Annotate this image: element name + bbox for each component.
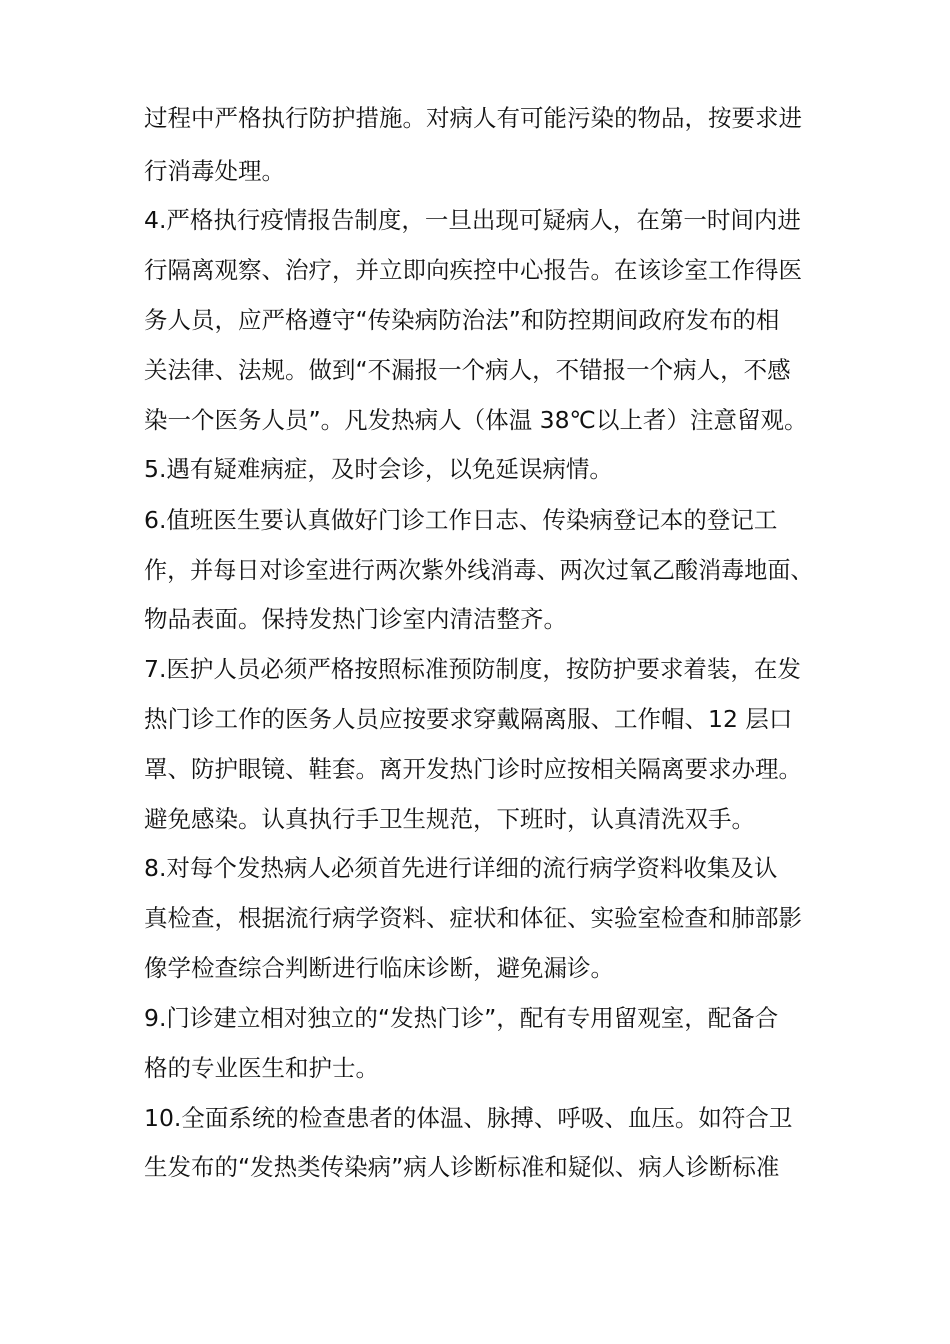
text-line: 行隔离观察、治疗，并立即向疾控中心报告。在该诊室工作得医	[144, 256, 802, 284]
text-line: 7.医护人员必须严格按照标准预防制度，按防护要求着装，在发	[144, 655, 801, 683]
text-line: 5.遇有疑难病症，及时会诊，以免延误病情。	[144, 455, 613, 483]
text-line: 染一个医务人员”。凡发热病人（体温 38℃以上者）注意留观。	[144, 406, 808, 434]
text-line: 热门诊工作的医务人员应按要求穿戴隔离服、工作帽、12 层口	[144, 705, 793, 733]
text-line: 避免感染。认真执行手卫生规范，下班时，认真清洗双手。	[144, 805, 755, 833]
text-line: 关法律、法规。做到“不漏报一个病人，不错报一个病人，不感	[144, 356, 791, 384]
text-line: 格的专业医生和护士。	[144, 1054, 379, 1082]
text-line: 真检查，根据流行病学资料、症状和体征、实验室检查和肺部影	[144, 904, 802, 932]
text-line: 4.严格执行疫情报告制度，一旦出现可疑病人，在第一时间内进	[144, 206, 801, 234]
text-line: 罩、防护眼镜、鞋套。离开发热门诊时应按相关隔离要求办理。	[144, 755, 802, 783]
text-line: 6.值班医生要认真做好门诊工作日志、传染病登记本的登记工	[144, 506, 778, 534]
text-line: 像学检查综合判断进行临床诊断，避免漏诊。	[144, 954, 614, 982]
text-line: 8.对每个发热病人必须首先进行详细的流行病学资料收集及认	[144, 854, 778, 882]
text-line: 9.门诊建立相对独立的“发热门诊”，配有专用留观室，配备合	[144, 1004, 779, 1032]
text-line: 生发布的“发热类传染病”病人诊断标准和疑似、病人诊断标准	[144, 1153, 780, 1181]
text-line: 过程中严格执行防护措施。对病人有可能污染的物品，按要求进	[144, 104, 802, 132]
text-line: 务人员，应严格遵守“传染病防治法”和防控期间政府发布的相	[144, 306, 780, 334]
text-line: 物品表面。保持发热门诊室内清洁整齐。	[144, 605, 567, 633]
text-line: 行消毒处理。	[144, 157, 285, 185]
text-line: 作，并每日对诊室进行两次紫外线消毒、两次过氧乙酸消毒地面、	[144, 556, 814, 584]
text-line: 10.全面系统的检查患者的体温、脉搏、呼吸、血压。如符合卫	[144, 1104, 793, 1132]
